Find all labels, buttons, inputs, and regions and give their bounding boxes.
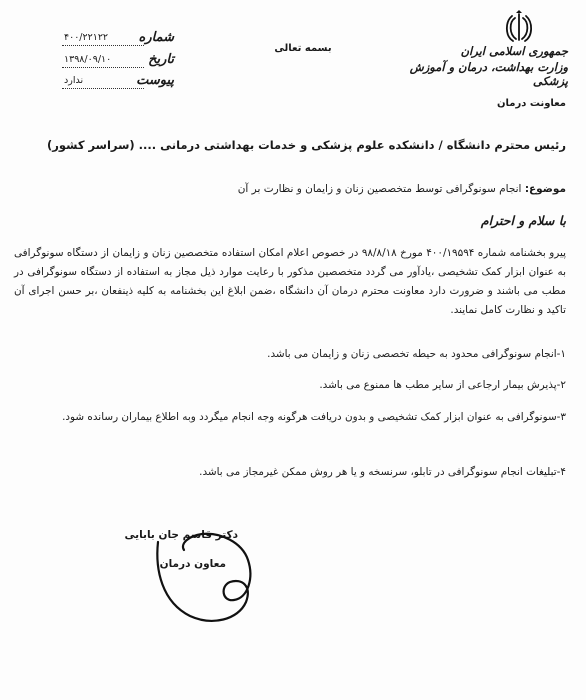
- date-value: ۱۳۹۸/۰۹/۱۰: [64, 54, 112, 65]
- attachment-label: پیوست: [136, 73, 174, 88]
- ministry-line-1: جمهوری اسلامی ایران: [460, 44, 568, 58]
- deputy-label: معاونت درمان: [497, 98, 566, 109]
- subject: [16, 183, 566, 195]
- list-item: ۲-پذیرش بیمار ارجاعی از سایر مطب ها ممنوع می باشد.: [319, 379, 566, 391]
- list-item: ۳-سونوگرافی به عنوان ابزار کمک تشخیصی و بدون دریافت هرگونه وجه انجام میگردد وبه اطلاع بیماران رسانده شود.: [62, 411, 566, 423]
- subject-label: موضوع:: [524, 183, 566, 195]
- number-value: ۴۰۰/۲۲۱۲۲: [64, 32, 109, 43]
- handwritten-signature-icon: [150, 520, 260, 630]
- ministry-line-2: وزارت بهداشت، درمان و آموزش پزشکی: [409, 60, 568, 88]
- recipient: رئیس محترم دانشگاه / دانشکده علوم پزشکی و خدمات بهداشتی درمانی .... (سراسر کشور): [47, 138, 566, 152]
- letter-attachment: [62, 73, 174, 89]
- letter-number: [62, 30, 174, 46]
- letter-date: [62, 52, 174, 68]
- signer-name: دکتر قاسم جان بابایی: [124, 529, 238, 541]
- subject-text: انجام سونوگرافی توسط متخصصین زنان و زایمان و نظارت بر آن: [237, 183, 522, 195]
- iran-emblem-icon: [504, 10, 534, 44]
- attachment-value: ندارد: [64, 75, 84, 86]
- bismillah: بسمه تعالی: [274, 43, 332, 54]
- greeting: با سلام و احترام: [480, 213, 566, 228]
- date-label: تاریخ: [148, 52, 174, 67]
- list-item: ۱-انجام سونوگرافی محدود به حیطه تخصصی زنان و زایمان می باشد.: [267, 348, 566, 360]
- signer-title: معاون درمان: [159, 558, 226, 570]
- number-label: شماره: [138, 30, 174, 45]
- list-item: ۴-تبلیغات انجام سونوگرافی در تابلو، سرنسخه و یا هر روش ممکن غیرمجاز می باشد.: [199, 466, 566, 478]
- body-paragraph: پیرو بخشنامه شماره ۴۰۰/۱۹۵۹۴ مورخ ۹۸/۸/۱۸ در خصوص اعلام امکان استفاده متخصصین زنان و زایمان از دستگاه سونوگرافی به عنوان ابزار کمک تشخیصی ،یادآور می گردد متخصصین مذکور با رعایت موارد ذیل مجاز به استفاده از دستگاه سونوگرافی در مطب می باشند و ضرورت دارد معاونت محترم درمان آن دانشگاه ،ضمن ابلاغ این بخشنامه به کلیه ذینفعان ،بر حسن اجرای آن تاکید و نظارت کامل نمایند.: [14, 247, 566, 316]
